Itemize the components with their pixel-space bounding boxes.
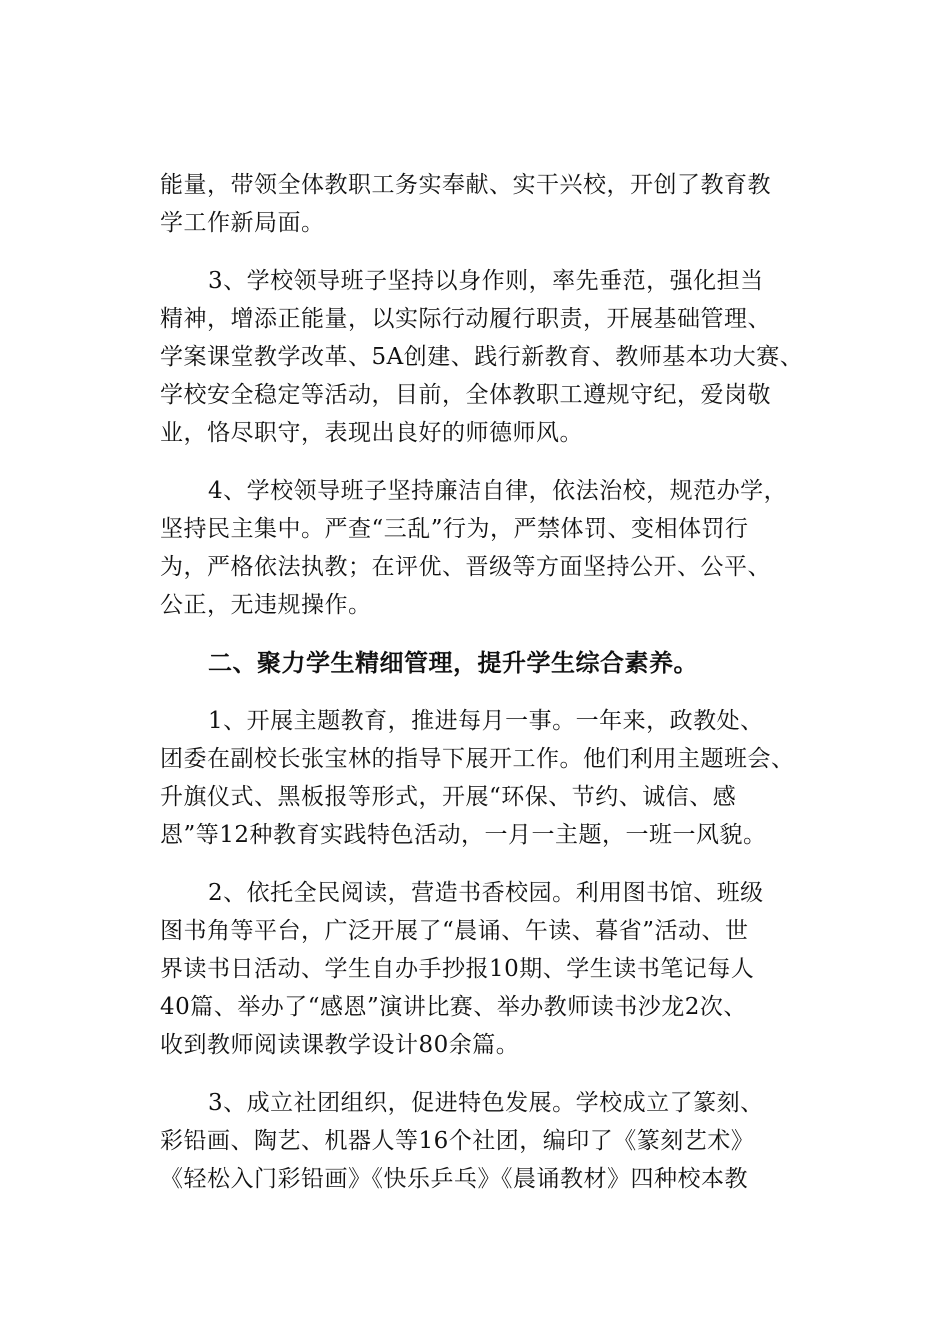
text-line: 能量，带领全体教职工务实奉献、实干兴校，开创了教育教 (160, 172, 771, 198)
text-line: 为，严格依法执教；在评优、晋级等方面坚持公开、公平、 (160, 554, 771, 580)
paragraph-clubs (160, 1084, 840, 1198)
section-heading: 二、聚力学生精细管理，提升学生综合素养。 (208, 649, 698, 677)
paragraph-continuation (160, 166, 840, 242)
text-line: 坚持民主集中。严查“三乱”行为，严禁体罚、变相体罚行 (160, 516, 749, 542)
text-line: 彩铅画、陶艺、机器人等16个社团，编印了《篆刻艺术》 (160, 1128, 755, 1154)
paragraph-item-4 (160, 472, 840, 624)
text-line: 4、学校领导班子坚持廉洁自律，依法治校，规范办学， (208, 478, 788, 504)
text-line: 学工作新局面。 (160, 210, 325, 236)
text-line: 1、开展主题教育，推进每月一事。一年来，政教处、 (208, 708, 764, 734)
text-line: 2、依托全民阅读，营造书香校园。利用图书馆、班级 (208, 880, 764, 906)
paragraph-reading (160, 874, 840, 1064)
text-line: 业，恪尽职守，表现出良好的师德师风。 (160, 420, 583, 446)
text-line: 公正，无违规操作。 (160, 592, 372, 618)
text-line: 团委在副校长张宝林的指导下展开工作。他们利用主题班会、 (160, 746, 795, 772)
text-line: 图书角等平台，广泛开展了“晨诵、午读、暮省”活动、世 (160, 918, 749, 944)
paragraph-theme-education (160, 702, 840, 854)
text-line: 界读书日活动、学生自办手抄报10期、学生读书笔记每人 (160, 956, 755, 982)
text-line: 恩”等12种教育实践特色活动，一月一主题，一班一风貌。 (160, 822, 767, 848)
text-line: 学案课堂教学改革、5A创建、践行新教育、教师基本功大赛、 (160, 344, 804, 370)
text-line: 学校安全稳定等活动，目前，全体教职工遵规守纪，爱岗敬 (160, 382, 771, 408)
text-line: 《轻松入门彩铅画》《快乐乒乓》《晨诵教材》四种校本教 (160, 1166, 748, 1192)
text-line: 3、学校领导班子坚持以身作则，率先垂范，强化担当 (208, 268, 764, 294)
document-body (160, 166, 840, 1218)
text-line: 升旗仪式、黑板报等形式，开展“环保、节约、诚信、感 (160, 784, 737, 810)
text-line: 精神，增添正能量，以实际行动履行职责，开展基础管理、 (160, 306, 771, 332)
text-line: 40篇、举办了“感恩”演讲比赛、举办教师读书沙龙2次、 (160, 994, 747, 1020)
text-line: 3、成立社团组织，促进特色发展。学校成立了篆刻、 (208, 1090, 764, 1116)
text-line: 收到教师阅读课教学设计80余篇。 (160, 1032, 520, 1058)
paragraph-item-3 (160, 262, 840, 452)
